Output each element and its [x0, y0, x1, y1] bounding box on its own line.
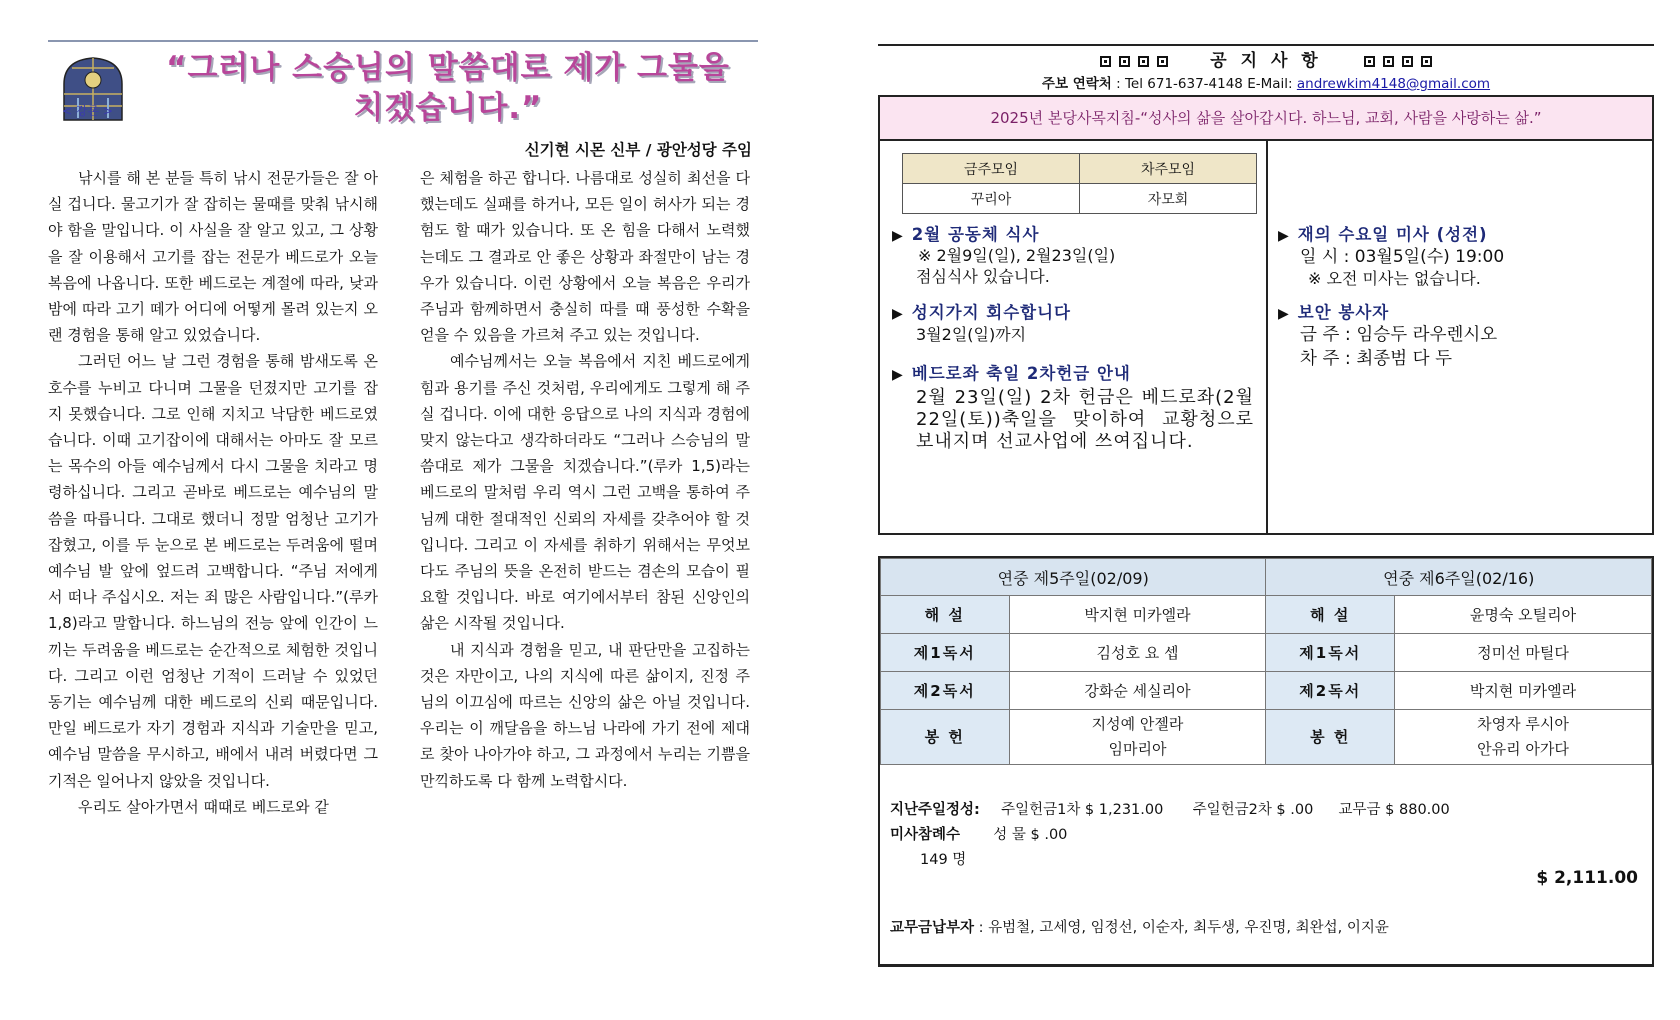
square-bullet-icon	[1364, 56, 1375, 67]
logo-caption: < 강론 >	[62, 104, 113, 118]
triangle-bullet-icon: ▶	[892, 367, 904, 383]
week2-first-reader: 정미선 마틸다	[1395, 634, 1652, 672]
homily-section	[48, 36, 758, 996]
finance-label-offerings: 지난주일정성:	[890, 802, 980, 818]
dues-donors-label: 교무금납부자	[890, 920, 975, 936]
finance-label-attendance: 미사참례수	[890, 827, 961, 843]
week1-first-reader: 김성호 요 셉	[1009, 634, 1266, 672]
notices-header	[878, 46, 1654, 71]
meeting-this-week: 꾸리아	[903, 184, 1080, 214]
square-bullet-icon	[1421, 56, 1432, 67]
notice-line: 점심식사 있습니다.	[916, 267, 1050, 286]
pastoral-guideline: 2025년 본당사목지침-“성사의 삶을 살아갑시다. 하느님, 교회, 사람을 사랑하는 삶.”	[880, 97, 1652, 141]
notice-body-ash-wednesday	[1300, 247, 1504, 289]
square-bullet-icon	[1402, 56, 1413, 67]
triangle-bullet-icon: ▶	[892, 306, 904, 322]
finance-sacramentals: 성 물 $ .00	[993, 827, 1068, 843]
notices-title: 공 지 사 항	[1210, 51, 1322, 71]
notice-title-palm-return	[892, 299, 1071, 323]
notice-title-text: 재의 수요일 미사 (성전)	[1297, 225, 1488, 244]
notice-title-ash-wednesday	[1278, 221, 1488, 245]
triangle-bullet-icon: ▶	[1278, 228, 1290, 244]
week1-offertory	[1009, 710, 1266, 765]
notice-line: 금 주 : 임승두 라우렌시오	[1300, 325, 1498, 345]
finance-first-collection: 주일헌금1차 $ 1,231.00	[1001, 802, 1164, 818]
homily-paragraph: 내 지식과 경험을 믿고, 내 판단만을 고집하는 것은 자만이고, 나의 지식에 따른 삶이지, 진정 주님의 이끄심에 따르는 신앙의 삶은 아닐 것입니다. 우리는 이 깨달음을 하느님 나라에 가기 전에 제대로 찾아 나아가야 하고, 그 과정에서 누리는 기쁨을 만끽하도록 다 함께 노력합시다.	[420, 640, 750, 790]
dues-donors-list: : 유범철, 고세영, 임정선, 이순자, 최두생, 우진명, 최완섭, 이지윤	[978, 920, 1389, 936]
contact-label: 주보 연락처	[1041, 76, 1112, 92]
square-bullet-icon	[1119, 56, 1130, 67]
notices-section	[878, 36, 1654, 996]
square-bullet-icon	[1138, 56, 1149, 67]
notice-title-community-meal	[892, 221, 1039, 245]
homily-paragraph: 예수님께서는 오늘 복음에서 지친 베드로에게 힘과 용기를 주신 것처럼, 우리에게도 그렇게 해 주실 겁니다. 이에 대한 응답으로 나의 지식과 경험에 맞지 않는다고 생각하더라도 “그러나 스승님의 말씀대로 제가 그물을 치겠습니다.”(루카 1,5)라는 베드로의 말처럼 우리 역시 그런 고백을 통하여 주님께 대한 절대적인 신뢰의 자세를 갖추어야 할 것입니다. 그리고 이 자세를 취하기 위해서는 무엇보다도 주님의 뜻을 온전히 받드는 겸손의 모습이 필요할 것입니다. 바로 여기에서부터 참된 신앙인의 삶은 시작될 것입니다.	[420, 352, 750, 633]
finance-total: $ 2,111.00	[1536, 868, 1638, 888]
meeting-next-week: 자모회	[1080, 184, 1257, 214]
triangle-bullet-icon: ▶	[1278, 306, 1290, 322]
square-bullet-icon	[1100, 56, 1111, 67]
offertory-person: 지성예 안젤라	[1091, 715, 1184, 733]
column-divider	[1266, 141, 1268, 535]
role-second-reader: 제2독서	[1266, 672, 1395, 710]
offertory-person: 안유리 아가다	[1477, 740, 1569, 758]
notice-body-community-meal	[916, 245, 1115, 287]
dues-donors	[890, 916, 1389, 937]
finance-second-collection: 주일헌금2차 $ .00	[1192, 802, 1314, 818]
contact-tel: : Tel 671-637-4148 E-Mail:	[1116, 76, 1293, 92]
meeting-header-next-week: 차주모임	[1080, 154, 1257, 184]
notice-title-text: 보안 봉사자	[1297, 303, 1390, 322]
notice-body-second-collection: 2월 23일(일) 2차 헌금은 베드로좌(2월 22일(토))축일을 맞이하여 교황청으로 보내지며 선교사업에 쓰여집니다.	[916, 387, 1254, 452]
week1-header: 연중 제5주일(02/09)	[881, 559, 1266, 596]
bottom-rule	[878, 965, 1654, 967]
notice-title-text: 성지가지 회수합니다	[911, 303, 1071, 322]
top-rule	[48, 40, 758, 42]
role-commentator: 해 설	[1266, 596, 1395, 634]
notice-title-text: 2월 공동체 식사	[911, 225, 1040, 244]
notice-body-security-volunteers	[1300, 323, 1497, 371]
homily-title-line1: “그러나 스승님의 말씀대로 제가 그물을	[166, 50, 730, 86]
finance-summary	[890, 798, 1650, 873]
offertory-person: 차영자 루시아	[1477, 715, 1569, 733]
notices-box	[878, 95, 1654, 535]
notice-title-text: 베드로좌 축일 2차헌금 안내	[911, 364, 1131, 383]
notice-body-palm-return: 3월2일(일)까지	[916, 325, 1027, 344]
notice-line: 차 주 : 최종범 다 두	[1300, 349, 1453, 369]
role-second-reader: 제2독서	[881, 672, 1010, 710]
homily-paragraph: 우리도 살아가면서 때때로 베드로와 같	[78, 797, 329, 816]
homily-column-1	[48, 165, 378, 820]
offertory-person: 임마리아	[1108, 740, 1167, 758]
homily-column-2	[420, 165, 750, 794]
square-bullet-icon	[1383, 56, 1394, 67]
notice-title-security-volunteers	[1278, 299, 1389, 323]
contact-line	[878, 72, 1654, 92]
homily-title	[138, 48, 758, 128]
meeting-header-this-week: 금주모임	[903, 154, 1080, 184]
role-first-reader: 제1독서	[1266, 634, 1395, 672]
triangle-bullet-icon: ▶	[892, 228, 904, 244]
homily-paragraph: 그러던 어느 날 그런 경험을 통해 밤새도록 온 호수를 누비고 다니며 그물을 던졌지만 고기를 잡지 못했습니다. 그로 인해 지치고 낙담한 베드로였습니다. 이때 고기잡이에 대해서는 아마도 잘 모르는 목수의 아들 예수님께서 다시 그물을 치라고 명령하십니다. 그리고 곧바로 베드로는 예수님의 말씀을 따릅니다. 그대로 했더니 정말 엄청난 고기가 잡혔고, 이를 두 눈으로 본 베드로는 두려움에 떨며 예수님 발 앞에 엎드려 고백합니다. “주님 저에게서 떠나 주십시오. 저는 죄 많은 사람입니다.”(루카 1,8)라고 말합니다. 하느님의 전능 앞에 인간이 느끼는 두려움을 베드로는 순간적으로 체험한 것입니다. 그리고 이런 엄청난 기적이 드러날 수 있었던 동기는 예수님께 대한 베드로의 신뢰 때문입니다. 만일 베드로가 자기 경험과 지식과 기술만을 믿고, 예수님 말씀을 무시하고, 배에서 내려 버렸다면 그 기적은 일어나지 않았을 것입니다.	[48, 352, 378, 790]
week2-commentator: 윤명숙 오틸리아	[1395, 596, 1652, 634]
contact-email-link[interactable]: andrewkim4148@gmail.com	[1296, 76, 1491, 92]
role-offertory: 봉 헌	[1266, 710, 1395, 765]
week1-second-reader: 강화순 세실리아	[1009, 672, 1266, 710]
week2-offertory	[1395, 710, 1652, 765]
finance-attendance-count: 149 명	[920, 852, 967, 868]
notice-line: ※ 오전 미사는 없습니다.	[1308, 269, 1481, 288]
schedule-finance-box	[878, 556, 1654, 966]
finance-line-1	[890, 798, 1650, 823]
week1-commentator: 박지현 미카엘라	[1009, 596, 1266, 634]
meetings-table	[902, 153, 1257, 214]
notice-line: 일 시 : 03월5일(수) 19:00	[1300, 247, 1505, 267]
square-bullet-icon	[1157, 56, 1168, 67]
liturgy-schedule-table	[880, 558, 1652, 765]
homily-paragraph: 은 체험을 하곤 합니다. 나름대로 성실히 최선을 다했는데도 실패를 하거나, 모든 일이 허사가 되는 경험도 할 때가 있습니다. 또 온 힘을 다해서 노력했는데도 그 결과로 안 좋은 상황과 좌절만이 남는 경우가 있습니다. 이런 상황에서 오늘 복음은 우리가 주님과 함께하면서 충실히 따를 때 풍성한 수확을 얻을 수 있음을 가르쳐 주고 있는 것입니다.	[420, 169, 750, 345]
notice-title-second-collection	[892, 360, 1131, 384]
role-offertory: 봉 헌	[881, 710, 1010, 765]
homily-paragraph: 낚시를 해 본 분들 특히 낚시 전문가들은 잘 아실 겁니다. 물고기가 잘 잡히는 물때를 맞춰 낚시해야 함을 말입니다. 이 사실을 잘 알고 있고, 그 상황을 잘 이용해서 고기를 잡는 전문가 베드로가 오늘 복음에 나옵니다. 또한 베드로는 계절에 따라, 낮과 밤에 따라 고기 떼가 어디에 어떻게 몰려 있는지 오랜 경험을 통해 알고 있었습니다.	[48, 169, 378, 345]
homily-title-line2: 치겠습니다.”	[353, 90, 543, 126]
week2-second-reader: 박지현 미카엘라	[1395, 672, 1652, 710]
role-commentator: 해 설	[881, 596, 1010, 634]
week2-header: 연중 제6주일(02/16)	[1266, 559, 1652, 596]
notice-line: ※ 2월9일(일), 2월23일(일)	[918, 246, 1116, 265]
finance-dues: 교무금 $ 880.00	[1338, 802, 1450, 818]
homily-author: 신기현 시몬 신부 / 광안성당 주임	[524, 141, 752, 159]
role-first-reader: 제1독서	[881, 634, 1010, 672]
finance-line-2	[890, 823, 1650, 848]
